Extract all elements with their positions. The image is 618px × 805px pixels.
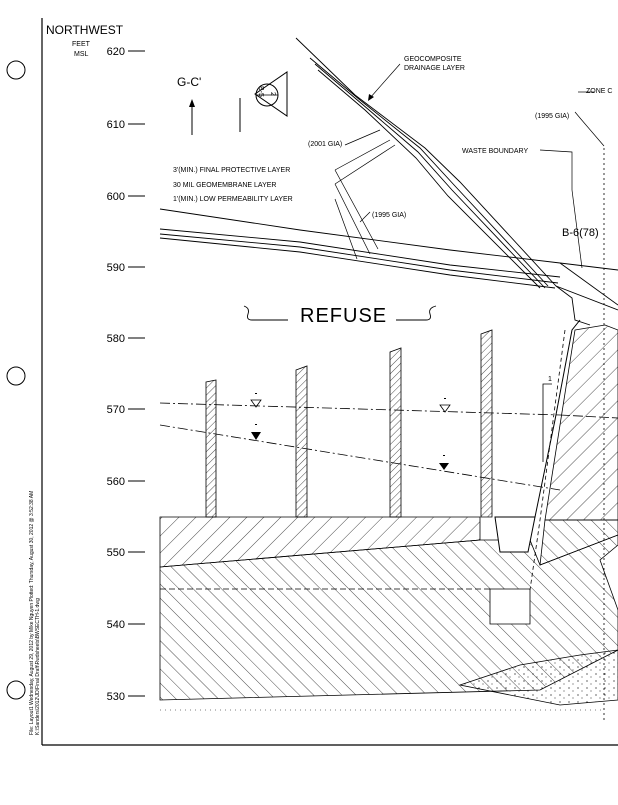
plot-info-text: File: Layout1 Wednesday, August 29, 2012 by Mike Nguyen Plotted: Thursday, August 30, 2012 @ 3:52:38 AM [29, 490, 35, 735]
refuse-brace-right [396, 306, 436, 320]
units-msl: MSL [74, 51, 89, 58]
section-label: G-C' [177, 75, 202, 89]
elevation-label: 530 [106, 691, 125, 703]
slope-marker [543, 384, 552, 462]
gia-1995-lower-label: (1995 GIA) [372, 212, 407, 219]
elevation-label: 620 [106, 46, 125, 58]
geocomposite-label: GEOCOMPOSITE [404, 56, 462, 63]
gia-2001-label: (2001 GIA) [308, 141, 343, 148]
elevation-scale [107, 46, 145, 703]
slope-marker-label: 1 [548, 376, 552, 383]
waste-boundary-label: WASTE BOUNDARY [462, 148, 529, 155]
low-permeability-layer-label: 1'(MIN.) LOW PERMEABILITY LAYER [173, 196, 293, 203]
drainage-layer-label: DRAINAGE LAYER [404, 65, 465, 72]
elevation-label: 570 [106, 404, 125, 416]
boring-label: B-6(78) [562, 227, 599, 239]
trench [495, 517, 535, 552]
cutoff-walls [206, 330, 492, 517]
section-bubble-sheet: B-5 [257, 86, 264, 97]
section-arrow-head-icon [189, 99, 195, 107]
geomembrane-layer-label: 30 MIL GEOMEMBRANE LAYER [173, 182, 277, 189]
refuse-label: REFUSE [300, 305, 388, 327]
units-feet: FEET [72, 41, 90, 48]
gia-1995-label: (1995 GIA) [535, 113, 570, 120]
elevation-label: 610 [106, 119, 125, 131]
file-path-text: K:\Sanders\2012\JD\Final Draft\Rwdsheets\BWSECTH-1.dwg [35, 598, 41, 735]
zone-label: ZONE C [586, 88, 613, 95]
binder-hole-middle [7, 367, 25, 385]
direction-label: NORTHWEST [46, 23, 124, 37]
binder-hole-top [7, 61, 25, 79]
elevation-label: 580 [106, 333, 125, 345]
elevation-label: 560 [106, 476, 125, 488]
final-protective-layer-label: 3'(MIN.) FINAL PROTECTIVE LAYER [173, 167, 291, 174]
elevation-label: 600 [106, 191, 125, 203]
binder-hole-bottom [7, 681, 25, 699]
elevation-label: 550 [106, 547, 125, 559]
section-bubble-number: 2 [269, 92, 276, 96]
water-level-icon [251, 432, 261, 440]
water-levels [160, 393, 618, 490]
elevation-label: 590 [106, 262, 125, 274]
elevation-label: 540 [106, 619, 125, 631]
refuse-brace-left [244, 306, 288, 320]
water-level-icon [440, 405, 450, 412]
water-level-icon [439, 463, 449, 470]
